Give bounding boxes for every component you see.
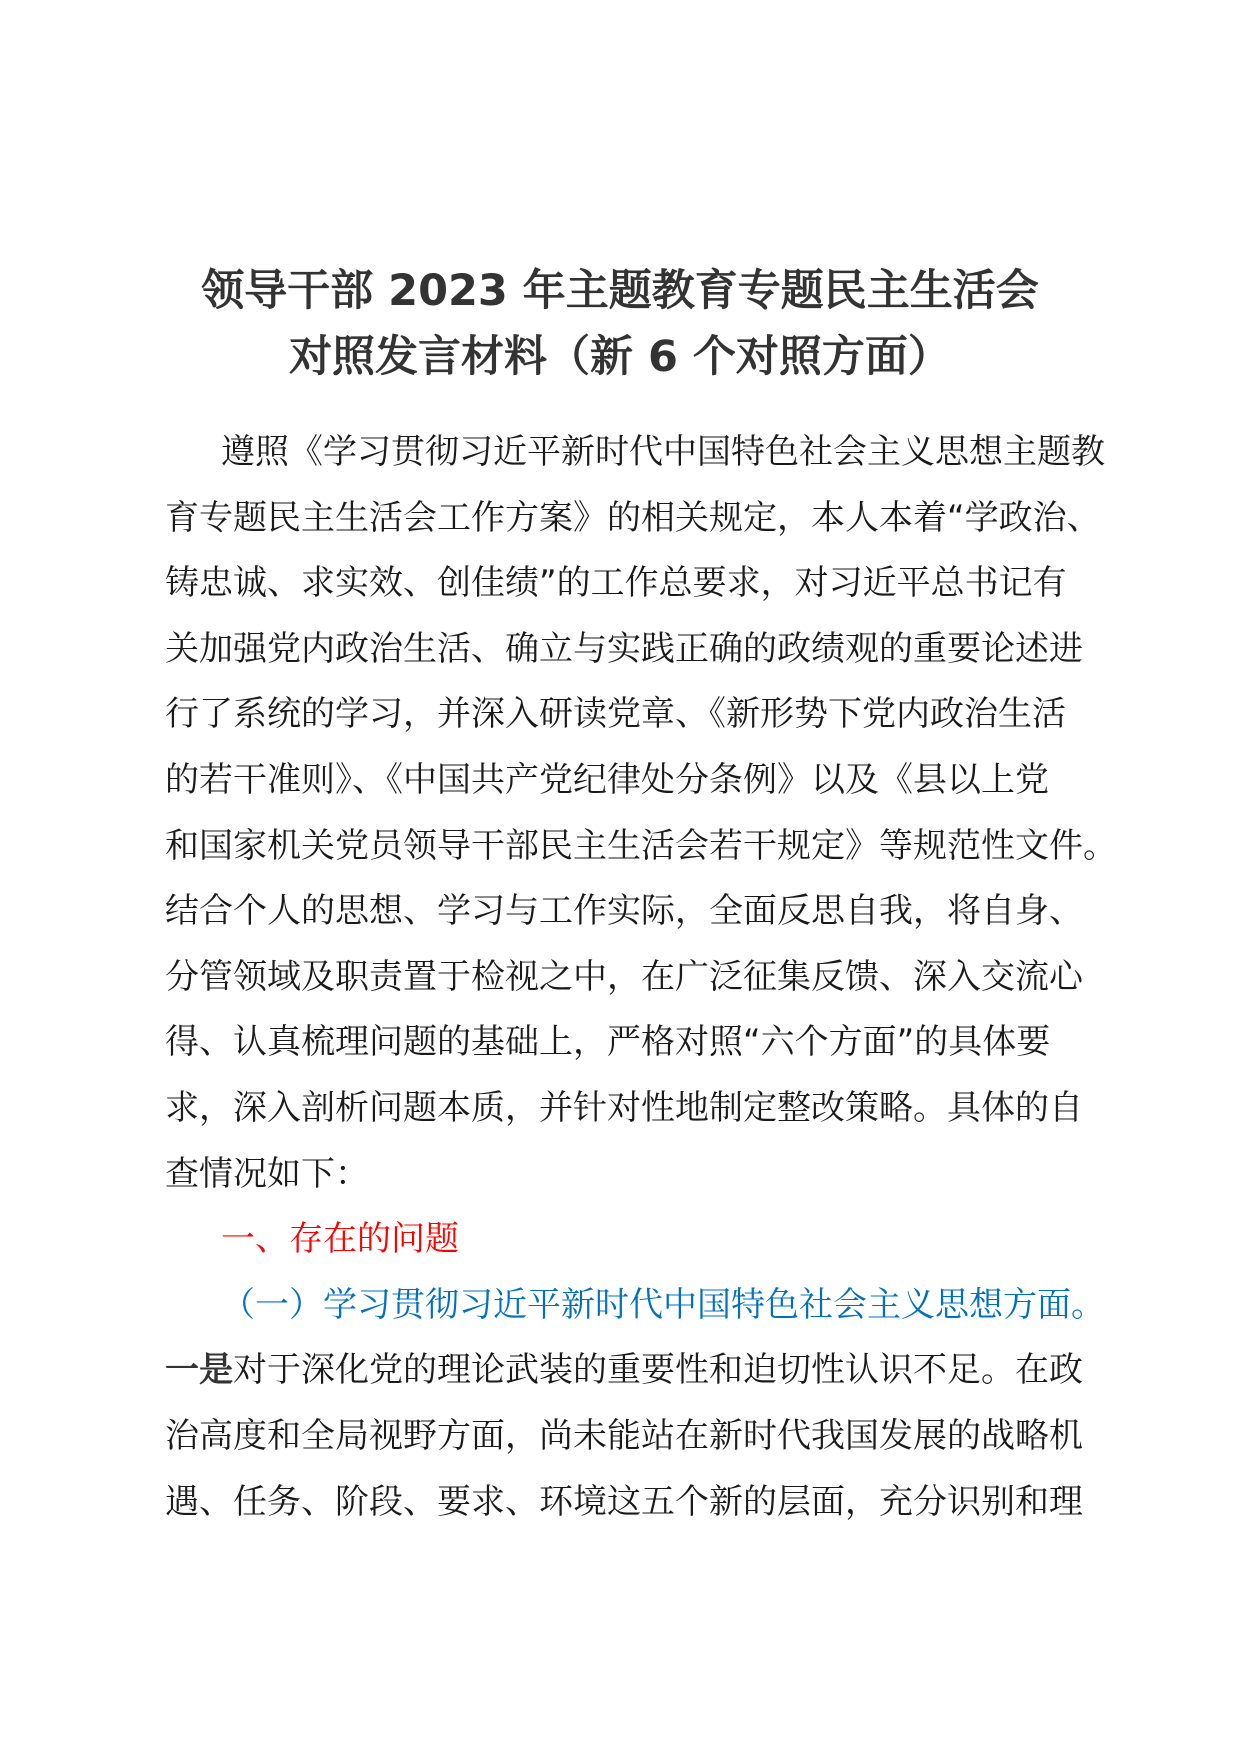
section-heading: 一、存在的问题 — [221, 1219, 459, 1260]
title-line-2: 对照发言材料（新 6 个对照方面） — [289, 332, 951, 382]
document-body — [165, 420, 1117, 1535]
subsection-heading: （一）学习贯彻习近平新时代中国特色社会主义思想方面。 — [221, 1284, 1105, 1325]
intro-line: 行了系统的学习，并深入研读党章、《新形势下党内政治生活 — [165, 694, 1066, 735]
intro-line: 关加强党内政治生活、确立与实践正确的政绩观的重要论述进 — [165, 628, 1083, 669]
intro-line: 得、认真梳理问题的基础上，严格对照“六个方面”的具体要 — [165, 1022, 1051, 1063]
point-line: 遇、任务、阶段、要求、环境这五个新的层面，充分识别和理 — [165, 1481, 1083, 1522]
title-line-1: 领导干部 2023 年主题教育专题民主生活会 — [201, 266, 1039, 316]
point-first-line — [165, 1338, 1087, 1404]
document-title — [140, 258, 1100, 390]
intro-line: 遵照《学习贯彻习近平新时代中国特色社会主义思想主题教 — [221, 432, 1105, 472]
point-line: 治高度和全局视野方面，尚未能站在新时代我国发展的战略机 — [165, 1415, 1083, 1456]
intro-line: 求，深入剖析问题本质，并针对性地制定整改策略。具体的自 — [165, 1087, 1083, 1128]
intro-line: 查情况如下： — [165, 1153, 369, 1194]
intro-line: 的若干准则》、《中国共产党纪律处分条例》以及《县以上党 — [165, 759, 1049, 800]
intro-line: 铸忠诚、求实效、创佳绩”的工作总要求，对习近平总书记有 — [165, 563, 1067, 604]
point-lead: 一是 — [165, 1350, 233, 1391]
intro-line: 结合个人的思想、学习与工作实际，全面反思自我，将自身、 — [165, 891, 1083, 932]
point-first-line-text: 对于深化党的理论武装的重要性和迫切性认识不足。在政 — [233, 1350, 1083, 1391]
intro-line: 和国家机关党员领导干部民主生活会若干规定》等规范性文件。 — [165, 825, 1117, 866]
intro-line: 分管领域及职责置于检视之中，在广泛征集反馈、深入交流心 — [165, 956, 1083, 997]
intro-line: 育专题民主生活会工作方案》的相关规定，本人本着“学政治、 — [165, 497, 1101, 538]
